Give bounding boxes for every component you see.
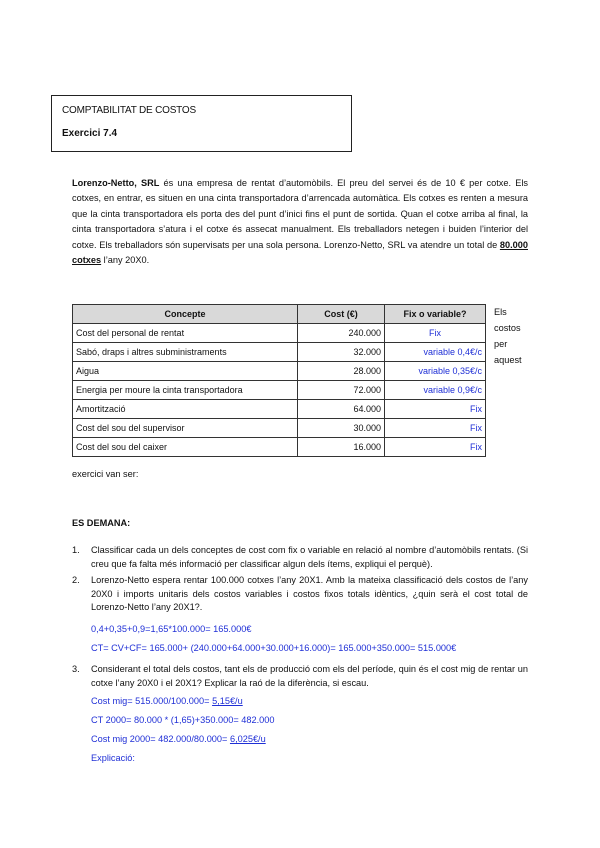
type-cell: variable 0,35€/c	[385, 362, 486, 381]
col-concept: Concepte	[73, 305, 298, 324]
table-header-row	[73, 305, 486, 324]
answer-line	[91, 734, 266, 744]
document-title: COMPTABILITAT DE COSTOS	[62, 105, 196, 116]
cost-cell: 32.000	[298, 343, 385, 362]
concept-cell: Cost del sou del caixer	[73, 438, 298, 457]
intro-paragraph	[72, 176, 528, 268]
question-number: 2.	[72, 575, 80, 585]
cost-cell: 64.000	[298, 400, 385, 419]
question-1	[72, 544, 528, 571]
cost-cell: 72.000	[298, 381, 385, 400]
concept-cell: Sabó, draps i altres subministraments	[73, 343, 298, 362]
side-text	[494, 304, 532, 368]
answer-text: Cost mig 2000= 482.000/80.000=	[91, 734, 230, 744]
col-cost: Cost (€)	[298, 305, 385, 324]
answer-line: Explicació:	[91, 753, 135, 763]
cars-total: 80.000 cotxes	[72, 239, 528, 266]
concept-cell: Aigua	[73, 362, 298, 381]
concept-cell: Cost del personal de rentat	[73, 324, 298, 343]
table-row	[73, 419, 486, 438]
concept-cell: Energia per moure la cinta transportadora	[73, 381, 298, 400]
col-type: Fix o variable?	[385, 305, 486, 324]
side-word: costos	[494, 323, 521, 333]
question-number: 3.	[72, 664, 80, 674]
exercise-label: Exercici 7.4	[62, 128, 118, 139]
question-2	[72, 574, 528, 615]
answer-line: CT= CV+CF= 165.000+ (240.000+64.000+30.000+16.000)= 165.000+350.000= 515.000€	[91, 643, 457, 653]
side-word: Els	[494, 307, 507, 317]
table-row	[73, 381, 486, 400]
cost-cell: 28.000	[298, 362, 385, 381]
side-word: per	[494, 339, 508, 349]
table-row	[73, 343, 486, 362]
concept-cell: Amortització	[73, 400, 298, 419]
type-cell: Fix	[385, 324, 486, 343]
section-heading: ES DEMANA:	[72, 518, 131, 528]
type-cell: Fix	[385, 438, 486, 457]
intro-text-2: l’any 20X0.	[101, 255, 150, 266]
table-row	[73, 400, 486, 419]
answer-line: CT 2000= 80.000 * (1,65)+350.000= 482.000	[91, 715, 275, 725]
type-cell: Fix	[385, 400, 486, 419]
side-word: aquest	[494, 355, 522, 365]
question-text: Classificar cada un dels conceptes de cost com fix o variable en relació al nombre d’automòbils rentats. (Si creu que fa falta més informació per classificar algun dels ítems, expliqui el perquè).	[91, 545, 528, 569]
concept-cell: Cost del sou del supervisor	[73, 419, 298, 438]
cost-cell: 240.000	[298, 324, 385, 343]
intro-text-1: és una empresa de rentat d’automòbils. El preu del servei és de 10 € per cotxe. Els cotxes, en entrar, es situen en una cinta transportadora d’arrencada automàtica. Els cotxes es renten a mesura que la cinta transportadora els porta des del punt d’inici fins el punt de sortida. Quan el cotxe arriba al final, la cinta transportadora s’atura i el cotxe és assecat manualment. Els treballadors netegen i buiden l’interior del cotxe. Els treballadors són supervisats per una sola persona. Lorenzo-Netto, SRL va atendre un total de	[72, 178, 528, 250]
table-row	[73, 438, 486, 457]
table-row	[73, 324, 486, 343]
answer-text: Cost mig= 515.000/100.000=	[91, 696, 213, 706]
question-text: Lorenzo-Netto espera rentar 100.000 cotxes l’any 20X1. Amb la mateixa classificació dels costos de l’any 20X0 i imports unitaris dels costos variables i costos fixos totals idèntics, ¿quin serà el cost total de Lorenzo-Netto l’any 20X1?.	[91, 575, 528, 613]
company-name: Lorenzo-Netto, SRL	[72, 178, 160, 188]
table-row	[73, 362, 486, 381]
question-3	[72, 663, 528, 690]
header-box	[51, 95, 352, 152]
question-number: 1.	[72, 545, 80, 555]
answer-line: 0,4+0,35+0,9=1,65*100.000= 165.000€	[91, 624, 252, 634]
type-cell: variable 0,9€/c	[385, 381, 486, 400]
cost-table	[72, 304, 486, 457]
question-text: Considerant el total dels costos, tant els de producció com els del període, quin és el cost mig de rentar un cotxe l’any 20X0 i el 20X1? Explicar la raó de la diferència, si escau.	[91, 664, 528, 688]
cost-cell: 16.000	[298, 438, 385, 457]
type-cell: Fix	[385, 419, 486, 438]
type-cell: variable 0,4€/c	[385, 343, 486, 362]
answer-result: 5,15€/u	[212, 696, 243, 706]
answer-line	[91, 696, 243, 706]
after-table-text: exercici van ser:	[72, 469, 139, 479]
cost-cell: 30.000	[298, 419, 385, 438]
answer-result: 6,025€/u	[229, 734, 266, 744]
